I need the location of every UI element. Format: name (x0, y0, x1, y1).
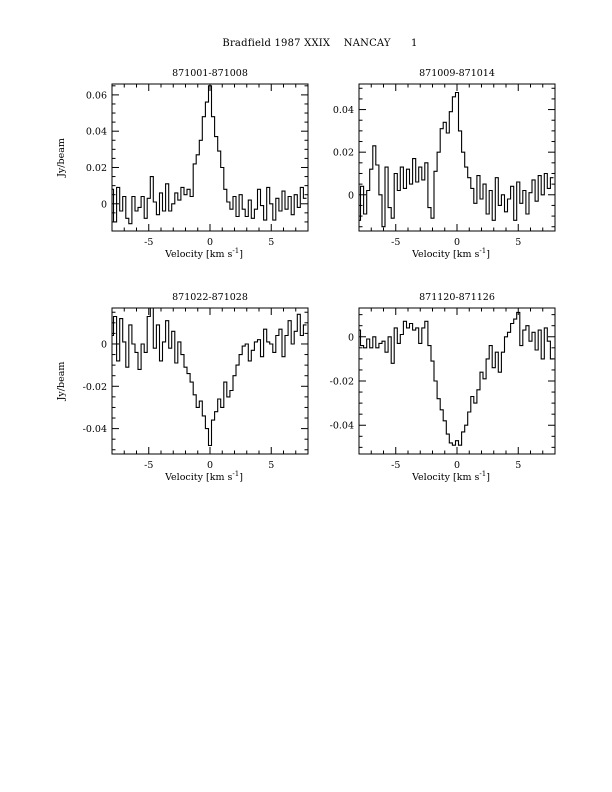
x-tick-label: 5 (268, 460, 275, 471)
panel-title: 871022-871028 (172, 292, 248, 303)
spectrum-line (112, 308, 307, 446)
x-tick-label: -5 (391, 460, 401, 471)
y-tick-label: 0.02 (332, 147, 354, 159)
x-tick-label: -5 (144, 460, 154, 471)
panel-4 (330, 292, 555, 483)
x-tick-label: 0 (453, 460, 461, 471)
x-axis-title: Velocity [km $s^{-1}$] (165, 247, 243, 260)
y-tick-label: 0.02 (85, 162, 107, 174)
x-tick-label: -5 (144, 237, 154, 248)
spectrum-line (112, 86, 307, 224)
x-axis-title: Velocity [km $s^{-1}$] (165, 470, 243, 483)
y-tick-label: -0.04 (329, 420, 354, 432)
panel-title: 871009-871014 (419, 68, 495, 79)
y-tick-label: 0 (347, 332, 354, 344)
spectrum-line (359, 93, 554, 227)
y-tick-label: 0.04 (332, 105, 354, 117)
x-tick-label: 0 (206, 237, 214, 248)
page-title: Bradfield 1987 XXIX NANCAY 1 (222, 38, 418, 49)
y-tick-label: 0 (100, 339, 107, 351)
panel-title: 871001-871008 (172, 68, 248, 79)
y-tick-label: -0.02 (82, 381, 107, 393)
x-tick-label: 0 (453, 237, 461, 248)
spectrum-line (359, 312, 554, 445)
y-tick-label: 0.06 (85, 90, 107, 102)
x-tick-label: -5 (391, 237, 401, 248)
y-tick-label: -0.04 (82, 424, 107, 436)
x-tick-label: 5 (268, 237, 275, 248)
x-tick-label: 0 (206, 460, 214, 471)
y-tick-label: 0 (100, 199, 107, 211)
y-axis-title: Jy/beam (56, 361, 67, 401)
panel-2 (333, 68, 555, 260)
y-axis-title: Jy/beam (56, 138, 67, 177)
x-axis-title: Velocity [km $s^{-1}$] (412, 470, 490, 483)
x-tick-label: 5 (515, 460, 522, 471)
panel-1 (56, 68, 308, 260)
y-tick-label: 0 (347, 190, 354, 202)
x-axis-title: Velocity [km $s^{-1}$] (412, 247, 490, 260)
panel-3 (56, 292, 308, 483)
y-tick-label: -0.02 (329, 376, 354, 388)
y-tick-label: 0.04 (85, 126, 107, 138)
x-tick-label: 5 (515, 237, 522, 248)
panel-title: 871120-871126 (419, 292, 495, 303)
